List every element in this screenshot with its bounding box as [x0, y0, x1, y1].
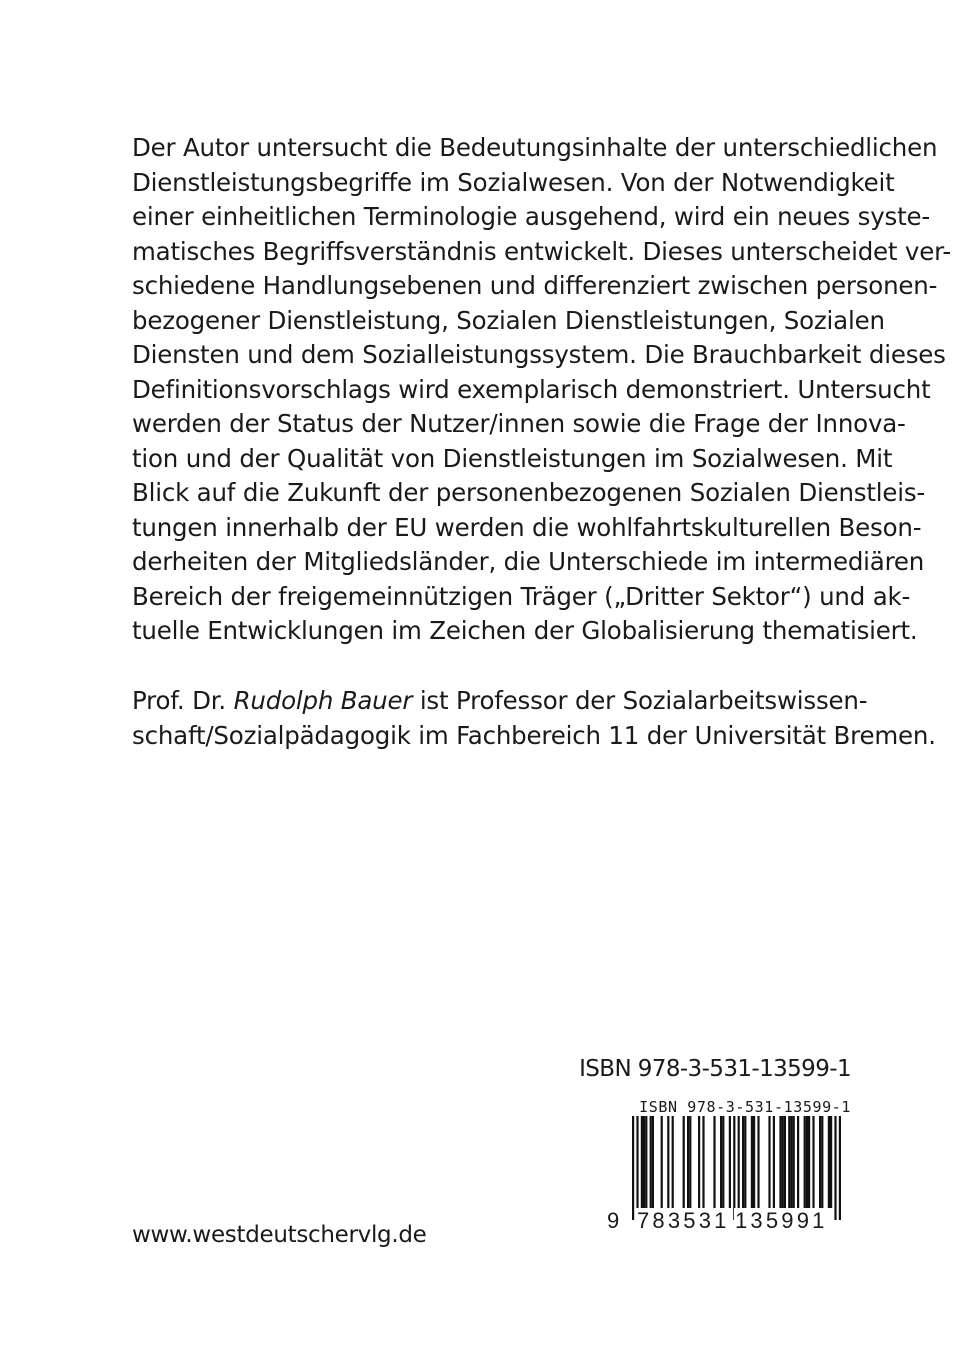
barcode-guard-bar: [834, 1116, 836, 1220]
barcode-guard-bar: [632, 1116, 634, 1220]
barcode-bar: [661, 1116, 663, 1208]
barcode-bar: [830, 1116, 832, 1208]
barcode-bar: [744, 1116, 746, 1208]
barcode-bar: [753, 1116, 755, 1208]
description-line: Der Autor untersucht die Bedeutungsinhalte der unterschiedlichen: [132, 133, 938, 162]
description-paragraph: [132, 131, 952, 649]
barcode-bar: [784, 1116, 786, 1208]
barcode-bar: [722, 1116, 724, 1208]
author-bio: [132, 684, 936, 753]
description-line: schiedene Handlungsebenen und differenziert zwischen personen-: [132, 271, 938, 300]
author-bio-line-1: [132, 684, 868, 719]
barcode-bar: [757, 1116, 759, 1208]
barcode-bar: [790, 1116, 792, 1208]
barcode-bar: [797, 1116, 799, 1208]
description-line: derheiten der Mitgliedsländer, die Unterschiede im intermediären: [132, 547, 925, 576]
barcode-bar: [782, 1116, 784, 1208]
barcode-bar: [779, 1116, 781, 1208]
isbn-barcode: [606, 1098, 851, 1238]
barcode-right-digits: 135991: [735, 1208, 828, 1233]
barcode-bar: [645, 1116, 647, 1208]
description-line: Blick auf die Zukunft der personenbezogenen Sozialen Dienstleis-: [132, 478, 926, 507]
barcode-bar: [687, 1116, 689, 1208]
description-line: tungen innerhalb der EU werden die wohlfahrtskulturellen Beson-: [132, 512, 922, 542]
barcode-bar: [720, 1116, 722, 1208]
barcode-bar: [768, 1116, 770, 1208]
barcode-bar: [828, 1116, 830, 1208]
description-line: Bereich der freigemeinnützigen Träger („Dritter Sektor“) und ak-: [132, 581, 911, 611]
description-line: Diensten und dem Sozialleistungssystem. Die Brauchbarkeit dieses: [132, 340, 946, 369]
description-line: werden der Status der Nutzer/innen sowie die Frage der Innova-: [132, 409, 906, 438]
barcode-left-digits: 783531: [637, 1208, 730, 1233]
barcode-bar: [689, 1116, 691, 1208]
barcode-bar: [808, 1116, 810, 1208]
barcode-bar: [806, 1116, 808, 1208]
description-line: matisches Begriffsverständnis entwickelt. Dieses unterscheidet ver-: [132, 236, 952, 266]
description-line: Definitionsvorschlags wird exemplarisch demonstriert. Untersucht: [132, 374, 931, 404]
barcode-bar: [713, 1116, 715, 1208]
author-name: Rudolph Bauer: [233, 686, 413, 715]
barcode-bar: [819, 1116, 821, 1208]
author-bio-line-2: schaft/Sozialpädagogik im Fachbereich 11 der Universität Bremen.: [132, 720, 936, 750]
barcode-bar: [667, 1116, 669, 1208]
barcode-bar: [742, 1116, 744, 1208]
barcode-lead-digit: 9: [607, 1208, 620, 1233]
author-title: Prof. Dr.: [132, 686, 226, 715]
barcode-bar: [650, 1116, 652, 1208]
barcode-bar: [804, 1116, 806, 1208]
barcode-bar: [698, 1116, 700, 1208]
barcode-bar: [702, 1116, 704, 1208]
barcode-bar: [788, 1116, 790, 1208]
barcode-guard-bar: [738, 1116, 740, 1220]
barcode-bar: [672, 1116, 674, 1208]
description-line: bezogener Dienstleistung, Sozialen Dienstleistungen, Sozialen: [132, 305, 885, 335]
barcode-bar: [641, 1116, 643, 1208]
author-bio-text: ist Professor der Sozialarbeitswissen-: [419, 686, 868, 715]
barcode-guard-bar: [636, 1116, 638, 1220]
barcode-bar: [812, 1116, 814, 1208]
description-line: Dienstleistungsbegriffe im Sozialwesen. Von der Notwendigkeit: [132, 167, 895, 197]
barcode-bar: [729, 1116, 731, 1208]
barcode-bars: [606, 1116, 851, 1222]
publisher-website: www.westdeutschervlg.de: [132, 1222, 427, 1248]
barcode-guard-bar: [733, 1116, 735, 1220]
barcode-bar: [652, 1116, 654, 1208]
barcode-bar: [643, 1116, 645, 1208]
barcode-bar: [683, 1116, 685, 1208]
barcode-bar: [751, 1116, 753, 1208]
barcode-bar: [773, 1116, 775, 1208]
isbn-label: ISBN 978-3-531-13599-1: [579, 1056, 851, 1082]
description-line: einer einheitlichen Terminologie ausgehend, wird ein neues syste-: [132, 202, 931, 231]
description-line: tion und der Qualität von Dienstleistungen im Sozialwesen. Mit: [132, 443, 893, 473]
barcode-bar: [821, 1116, 823, 1208]
barcode-guard-bar: [839, 1116, 841, 1220]
description-line: tuelle Entwicklungen im Zeichen der Globalisierung thematisiert.: [132, 616, 918, 645]
barcode-isbn-text: ISBN 978-3-531-13599-1: [639, 1098, 851, 1116]
barcode-bar: [793, 1116, 795, 1208]
